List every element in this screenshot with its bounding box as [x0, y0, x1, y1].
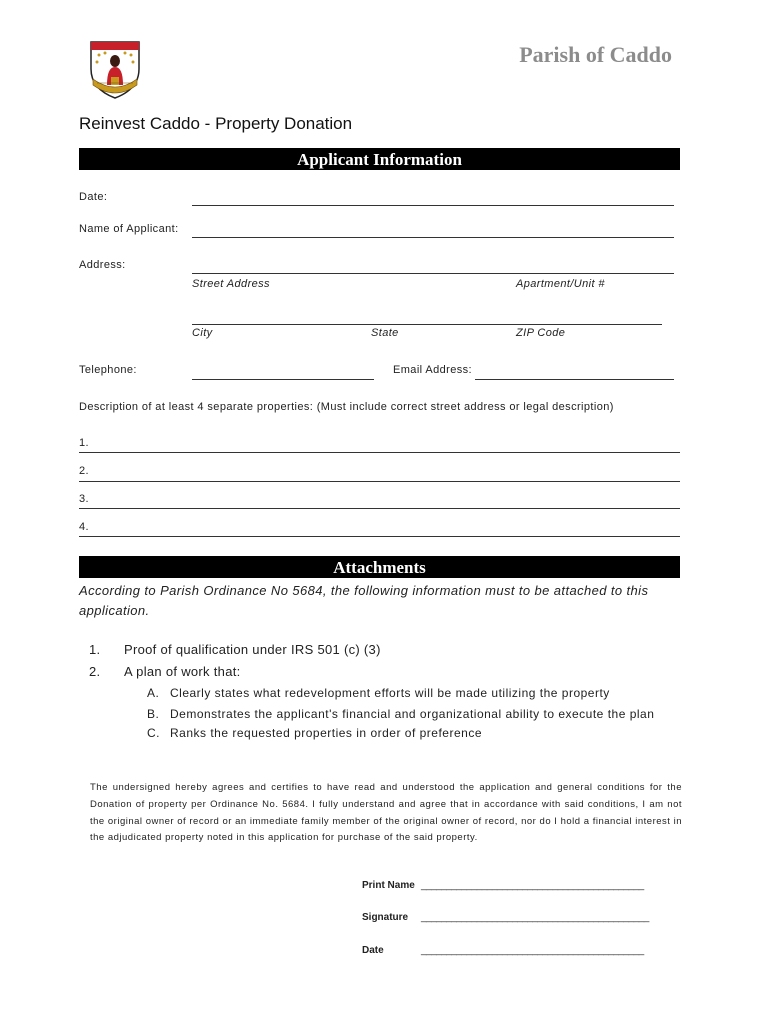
unit-caption: Apartment/Unit # [516, 278, 605, 290]
attachment-text-2: A plan of work that: [124, 664, 241, 679]
parish-seal-logo [87, 39, 143, 101]
state-caption: State [371, 327, 399, 339]
property-line-2[interactable] [79, 481, 680, 482]
sub-item-letter-c: C. [147, 726, 160, 740]
zip-caption: ZIP Code [516, 327, 566, 339]
property-line-1[interactable] [79, 452, 680, 453]
city-state-zip-field[interactable] [192, 324, 662, 325]
print-name-line[interactable]: ____________________________________________ [421, 880, 644, 891]
applicant-section-header: Applicant Information [79, 148, 680, 170]
street-address-field[interactable] [192, 273, 674, 274]
applicant-name-label: Name of Applicant: [79, 223, 179, 235]
sub-item-text-c: Ranks the requested properties in order of preference [170, 726, 482, 740]
street-address-caption: Street Address [192, 278, 270, 290]
print-name-label: Print Name [362, 880, 415, 891]
address-label: Address: [79, 259, 126, 271]
telephone-field[interactable] [192, 379, 374, 380]
signature-line[interactable]: _____________________________________________ [421, 912, 649, 923]
property-line-4[interactable] [79, 536, 680, 537]
certification-paragraph: The undersigned hereby agrees and certifies to have read and understood the application and general conditions for the Donation of property per Ordinance No. 5684. I fully understand and agree that in accordance with said conditions, I am not the original owner of record or an immediate family member of the original owner of record, nor do I hold a financial interest in the adjudicated property noted in this application for purchase of the said property. [90, 782, 682, 844]
email-label: Email Address: [393, 364, 472, 376]
property-number-3: 3. [79, 493, 89, 505]
sub-item-letter-a: A. [147, 686, 160, 700]
attachments-section-header: Attachments [79, 556, 680, 578]
email-field[interactable] [475, 379, 674, 380]
signature-date-line[interactable]: ____________________________________________ [421, 945, 644, 956]
property-number-2: 2. [79, 465, 89, 477]
property-number-1: 1. [79, 437, 89, 449]
telephone-label: Telephone: [79, 364, 137, 376]
property-description-label: Description of at least 4 separate properties: (Must include correct street address or legal description) [79, 401, 614, 413]
property-line-3[interactable] [79, 508, 680, 509]
property-number-4: 4. [79, 521, 89, 533]
sub-item-text-a: Clearly states what redevelopment efforts will be made utilizing the property [170, 686, 610, 700]
date-label: Date: [79, 191, 108, 203]
attachment-number-1: 1. [89, 642, 101, 657]
applicant-name-field[interactable] [192, 237, 674, 238]
sub-item-text-b: Demonstrates the applicant's financial and organizational ability to execute the plan [170, 707, 655, 721]
date-field[interactable] [192, 205, 674, 206]
city-caption: City [192, 327, 213, 339]
sub-item-letter-b: B. [147, 707, 160, 721]
signature-label: Signature [362, 912, 409, 923]
attachments-intro: According to Parish Ordinance No 5684, the following information must to be attached to this application. [79, 583, 649, 618]
signature-date-label: Date [362, 945, 384, 956]
organization-name: Parish of Caddo [519, 42, 672, 67]
document-title: Reinvest Caddo - Property Donation [79, 114, 353, 133]
attachment-number-2: 2. [89, 664, 101, 679]
attachment-text-1: Proof of qualification under IRS 501 (c) (3) [124, 642, 381, 657]
